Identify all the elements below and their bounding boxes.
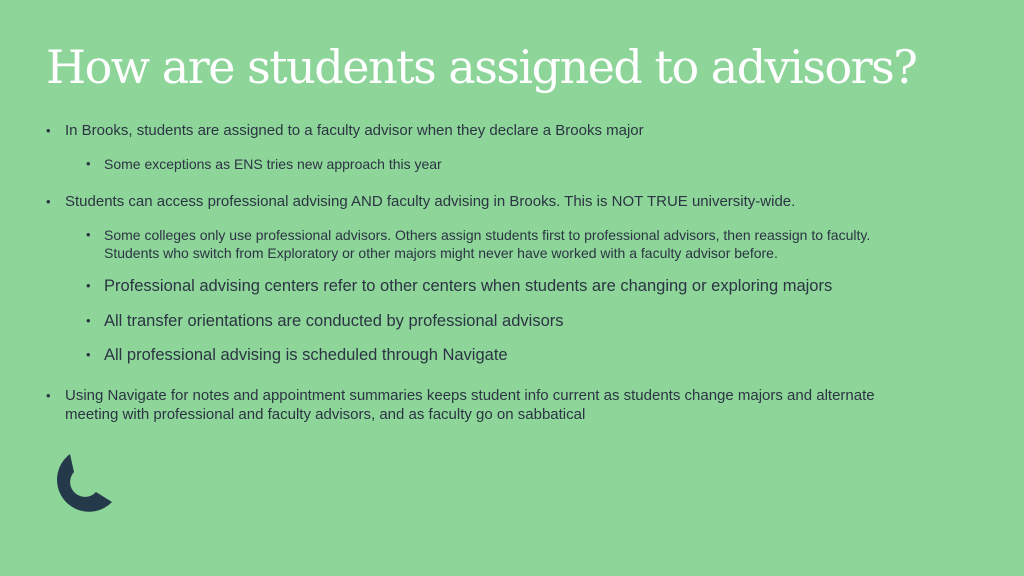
sub-bullet-2-3: [86, 311, 564, 331]
bullet-2: [46, 192, 795, 211]
bullet-3-text-line1: Using Navigate for notes and appointment summaries keeps student info current as students change majors and alternate: [65, 387, 875, 404]
sub-bullet-2-4: [86, 345, 508, 365]
bullet-dot: •: [86, 156, 91, 171]
bullet-1: [46, 121, 644, 140]
sub-bullet-1-1-text: Some exceptions as ENS tries new approach this year: [104, 156, 442, 172]
bullet-3: [46, 386, 875, 424]
bullet-3-text-line2: meeting with professional and faculty advisors, and as faculty go on sabbatical: [65, 406, 586, 423]
sub-bullet-2-1-text-line1: Some colleges only use professional advisors. Others assign students first to professional advisors, then reassign to faculty.: [104, 227, 871, 243]
sub-bullet-2-1-text-line2: Students who switch from Exploratory or other majors might never have worked with a faculty advisor before.: [104, 245, 778, 261]
bullet-dot: •: [86, 227, 91, 242]
bullet-dot: •: [86, 278, 91, 293]
bullet-dot: •: [86, 313, 91, 328]
bullet-dot: •: [46, 388, 51, 403]
bullet-2-text: Students can access professional advising AND faculty advising in Brooks. This is NOT TRUE university-wide.: [65, 193, 796, 210]
sub-bullet-2-4-text: All professional advising is scheduled through Navigate: [104, 346, 508, 364]
partial-ring-logo-icon: [44, 450, 116, 520]
bullet-1-text: In Brooks, students are assigned to a faculty advisor when they declare a Brooks major: [65, 122, 644, 139]
sub-bullet-2-2-text: Professional advising centers refer to other centers when students are changing or exploring majors: [104, 277, 833, 295]
sub-bullet-2-3-text: All transfer orientations are conducted by professional advisors: [104, 312, 564, 330]
bullet-dot: •: [46, 194, 51, 209]
slide-title: How are students assigned to advisors?: [46, 40, 917, 94]
sub-bullet-2-1: [86, 226, 870, 262]
sub-bullet-2-2: [86, 276, 832, 296]
bullet-dot: •: [86, 347, 91, 362]
bullet-dot: •: [46, 123, 51, 138]
sub-bullet-1-1: [86, 155, 442, 173]
